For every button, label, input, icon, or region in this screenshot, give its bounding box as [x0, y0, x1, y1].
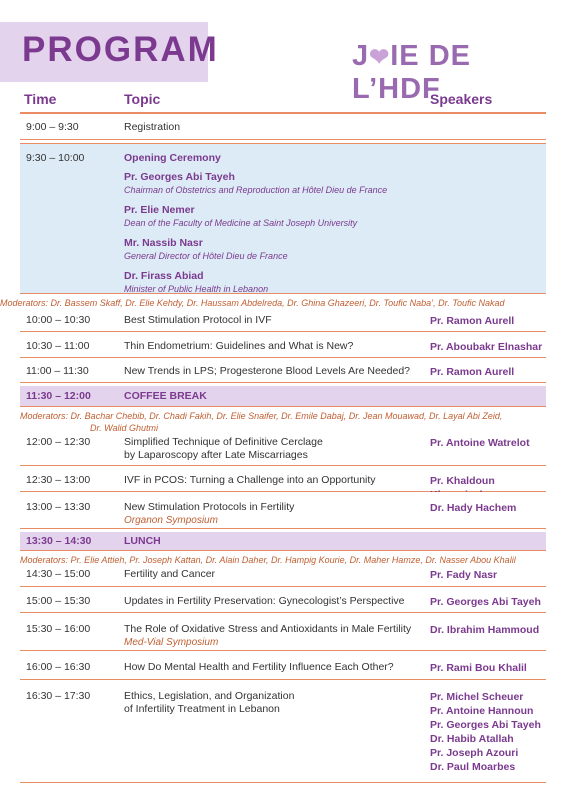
- row-time: 15:00 – 15:30: [26, 595, 91, 607]
- row-topic-line: Ethics, Legislation, and Organization: [124, 690, 295, 702]
- opening-speaker-role: Dean of the Faculty of Medicine at Saint Joseph University: [124, 218, 358, 228]
- row-time: 16:30 – 17:30: [26, 690, 91, 702]
- row-time: 14:30 – 15:00: [26, 568, 91, 580]
- opening-speaker-name: Mr. Nassib Nasr: [124, 237, 203, 249]
- brand-text-end: IE DE L’HDF: [352, 40, 471, 105]
- row-speaker: Pr. Khaldoun: [430, 475, 495, 487]
- row-speaker: Pr. Antoine Watrelot: [430, 437, 530, 449]
- panel-speaker: Dr. Paul Moarbes: [430, 761, 516, 773]
- row-time: 13:00 – 13:30: [26, 501, 91, 513]
- moderators-text: Moderators: Dr. Bassem Skaff, Dr. Elie Kehdy, Dr. Haussam Abdelreda, Dr. Ghina Ghazeeri, Dr. Toufic Naba’, Dr. Toufic Nakad: [0, 298, 505, 308]
- page-title: PROGRAM: [22, 30, 219, 69]
- row-topic: Updates in Fertility Preservation: Gynecologist’s Perspective: [124, 595, 405, 607]
- row-time: 16:00 – 16:30: [26, 661, 91, 673]
- program-row: [20, 358, 546, 383]
- program-row: [20, 433, 546, 466]
- program-row: [20, 312, 546, 332]
- row-time: 9:00 – 9:30: [26, 121, 79, 133]
- row-speaker: Pr. Fady Nasr: [430, 569, 498, 581]
- moderators-text-continued: Dr. Walid Ghutmi: [90, 423, 159, 433]
- row-time: 10:00 – 10:30: [26, 314, 91, 326]
- row-speaker: Pr. Georges Abi Tayeh: [430, 596, 541, 608]
- column-header-topic: Topic: [124, 91, 161, 107]
- moderators-text: Moderators: Pr. Elie Attieh, Pr. Joseph Kattan, Dr. Alain Daher, Dr. Hampig Kourie, Dr. Maher Hamze, Dr. Nasser Abou Khalil: [20, 555, 516, 565]
- row-topic: [124, 690, 294, 716]
- row-time: 10:30 – 11:00: [26, 340, 90, 352]
- program-row: [20, 680, 546, 783]
- row-topic: Opening Ceremony: [124, 152, 221, 164]
- opening-speaker-role: Minister of Public Health in Lebanon: [124, 284, 269, 294]
- opening-speaker-role: Chairman of Obstetrics and Reproduction at Hôtel Dieu de France: [124, 185, 388, 195]
- opening-speaker-name: Pr. Georges Abi Tayeh: [124, 171, 235, 183]
- program-row: [20, 651, 546, 680]
- moderators-note: [20, 551, 546, 565]
- opening-speaker-name: Dr. Firass Abiad: [124, 270, 204, 282]
- row-topic: How Do Mental Health and Fertility Influence Each Other?: [124, 661, 394, 673]
- panel-speaker: Dr. Habib Atallah: [430, 733, 514, 745]
- moderators-text: Moderators: Dr. Bachar Chebib, Dr. Chadi Fakih, Dr. Elie Snaifer, Dr. Emile Dabaj, Dr. Jean Mouawad, Dr. Layal Abi Zeid,: [20, 411, 503, 421]
- sponsor-label: Med-Vial Symposium: [124, 637, 219, 648]
- row-time: 13:30 – 14:30: [26, 535, 92, 547]
- row-speaker: Dr. Hady Hachem: [430, 502, 517, 514]
- row-topic: Fertility and Cancer: [124, 568, 216, 580]
- program-row: [20, 565, 546, 587]
- row-speaker: Pr. Aboubakr Elnashar: [430, 341, 543, 353]
- column-header-time: Time: [24, 91, 57, 107]
- program-row: [20, 613, 546, 651]
- panel-speakers: [430, 690, 541, 774]
- program-row: [20, 332, 546, 358]
- row-topic: Registration: [124, 121, 181, 133]
- row-topic-line: The Role of Oxidative Stress and Antioxidants in Male Fertility: [124, 623, 412, 635]
- opening-ceremony-block: [124, 152, 387, 296]
- brand-text-start: J: [352, 40, 370, 72]
- sponsor-label: Organon Symposium: [124, 515, 218, 526]
- panel-speaker: Pr. Joseph Azouri: [430, 747, 519, 759]
- opening-speaker-role: General Director of Hôtel Dieu de France: [124, 251, 288, 261]
- row-time: 12:00 – 12:30: [26, 436, 91, 448]
- opening-ceremony-row: [20, 143, 546, 294]
- row-topic: COFFEE BREAK: [124, 390, 207, 402]
- row-topic: LUNCH: [124, 535, 161, 547]
- row-time: 9:30 – 10:00: [26, 152, 85, 164]
- program-row: [20, 114, 546, 140]
- heart-icon: ❤: [369, 44, 391, 71]
- row-speaker: Pr. Ramon Aurell: [430, 315, 515, 327]
- row-time: 11:00 – 11:30: [26, 365, 89, 377]
- column-header-speakers: Speakers: [430, 91, 493, 107]
- row-topic: [124, 436, 323, 462]
- row-speaker: Pr. Ramon Aurell: [430, 366, 515, 378]
- program-row: [20, 466, 546, 492]
- panel-speaker: Pr. Antoine Hannoun: [430, 705, 534, 717]
- row-topic-line: Simplified Technique of Definitive Cerclage: [124, 436, 323, 448]
- opening-speaker-name: Pr. Elie Nemer: [124, 204, 195, 216]
- row-time: 11:30 – 12:00: [26, 390, 91, 402]
- program-table: [0, 114, 546, 783]
- program-row: [20, 587, 546, 613]
- row-time: 15:30 – 16:00: [26, 623, 91, 635]
- row-topic-line: New Stimulation Protocols in Fertility: [124, 501, 295, 513]
- program-row: [20, 492, 546, 529]
- panel-speaker: Pr. Michel Scheuer: [430, 691, 524, 703]
- row-speaker: Pr. Rami Bou Khalil: [430, 662, 527, 674]
- row-topic: New Trends in LPS; Progesterone Blood Levels Are Needed?: [124, 365, 411, 377]
- moderators-note: [0, 294, 546, 312]
- lunch-row: [20, 532, 546, 551]
- row-topic-line: of Infertility Treatment in Lebanon: [124, 703, 280, 715]
- row-topic: IVF in PCOS: Turning a Challenge into an Opportunity: [124, 474, 376, 486]
- row-speaker: Dr. Ibrahim Hammoud: [430, 624, 540, 636]
- row-topic-line: by Laparoscopy after Late Miscarriages: [124, 449, 308, 461]
- panel-speaker: Pr. Georges Abi Tayeh: [430, 719, 541, 731]
- moderators-note: [20, 407, 546, 433]
- row-topic: Best Stimulation Protocol in IVF: [124, 314, 272, 326]
- row-time: 12:30 – 13:00: [26, 474, 91, 486]
- row-topic: Thin Endometrium: Guidelines and What is New?: [124, 340, 354, 352]
- coffee-break-row: [20, 386, 546, 407]
- row-topic: [124, 623, 411, 649]
- row-topic: [124, 501, 294, 527]
